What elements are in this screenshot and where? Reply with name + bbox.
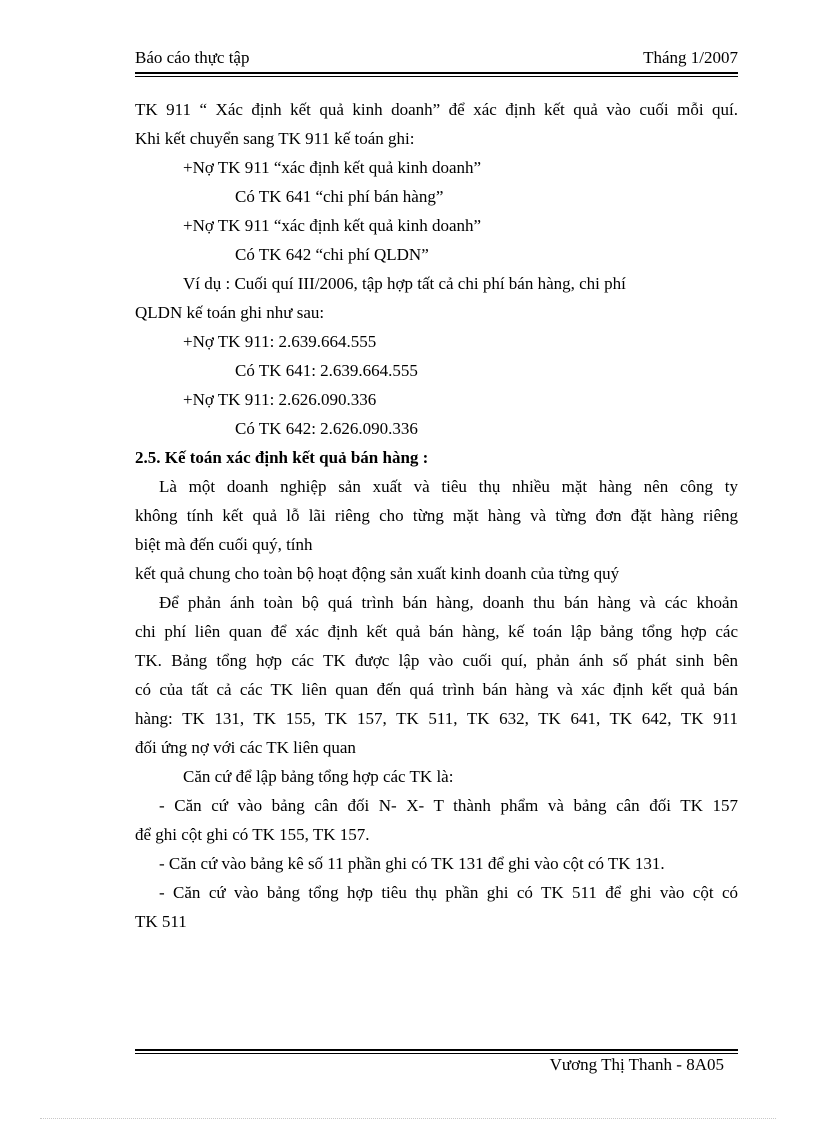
header-date: Tháng 1/2007 xyxy=(643,48,738,67)
example-line: Ví dụ : Cuối quí III/2006, tập hợp tất cả chi phí bán hàng, chi phí xyxy=(183,274,626,293)
paragraph-line: chi phí liên quan để xác định kết quả bán hàng, kế toán lập bảng tổng hợp các xyxy=(135,622,738,641)
basis-item: TK 511 xyxy=(135,912,187,931)
document-body xyxy=(135,95,738,936)
paragraph-line: Khi kết chuyển sang TK 911 kế toán ghi: xyxy=(135,129,415,148)
journal-entry-credit: Có TK 642 “chi phí QLDN” xyxy=(235,245,429,264)
basis-item: để ghi cột ghi có TK 155, TK 157. xyxy=(135,825,370,844)
header-rule xyxy=(135,72,738,74)
example-entry-debit: +Nợ TK 911: 2.639.664.555 xyxy=(183,332,377,351)
paragraph-line: TK. Bảng tổng hợp các TK được lập vào cuối quí, phản ánh số phát sinh bên xyxy=(135,651,738,670)
footer-author: Vương Thị Thanh - 8A05 xyxy=(549,1055,724,1074)
paragraph-line: đối ứng nợ với các TK liên quan xyxy=(135,738,356,757)
page-header xyxy=(135,48,738,68)
paragraph-line: có của tất cả các TK liên quan đến quá trình bán hàng và xác định kết quả bán xyxy=(135,680,738,699)
example-line: QLDN kế toán ghi như sau: xyxy=(135,303,325,322)
basis-item: - Căn cứ vào bảng cân đối N- X- T thành phẩm và bảng cân đối TK 157 xyxy=(159,796,738,815)
header-rule-thin xyxy=(135,76,738,77)
journal-entry-debit: +Nợ TK 911 “xác định kết quả kinh doanh” xyxy=(183,158,482,177)
paragraph-line: hàng: TK 131, TK 155, TK 157, TK 511, TK 632, TK 641, TK 642, TK 911 xyxy=(135,709,738,728)
journal-entry-credit: Có TK 641 “chi phí bán hàng” xyxy=(235,187,444,206)
example-entry-credit: Có TK 642: 2.626.090.336 xyxy=(235,419,418,438)
paragraph-line: Để phản ánh toàn bộ quá trình bán hàng, doanh thu bán hàng và các khoản xyxy=(159,593,738,612)
paragraph-line: TK 911 “ Xác định kết quả kinh doanh” để xác định kết quả vào cuối mỗi quí. xyxy=(135,100,738,119)
paragraph-line: kết quả chung cho toàn bộ hoạt động sản xuất kinh doanh của từng quý xyxy=(135,564,620,583)
example-entry-debit: +Nợ TK 911: 2.626.090.336 xyxy=(183,390,377,409)
basis-intro: Căn cứ để lập bảng tổng hợp các TK là: xyxy=(183,767,454,786)
section-heading: 2.5. Kế toán xác định kết quả bán hàng : xyxy=(135,448,429,467)
footer-rule-thin xyxy=(135,1053,738,1054)
paragraph-line: biệt mà đến cuối quý, tính xyxy=(135,535,313,554)
paragraph-line: Là một doanh nghiệp sản xuất và tiêu thụ nhiều mặt hàng nên công ty xyxy=(159,477,738,496)
example-entry-credit: Có TK 641: 2.639.664.555 xyxy=(235,361,418,380)
header-title: Báo cáo thực tập xyxy=(135,48,250,67)
basis-item: - Căn cứ vào bảng tổng hợp tiêu thụ phần ghi có TK 511 để ghi vào cột có xyxy=(159,883,738,902)
page-edge-divider xyxy=(40,1118,776,1119)
footer-rule xyxy=(135,1049,738,1051)
journal-entry-debit: +Nợ TK 911 “xác định kết quả kinh doanh” xyxy=(183,216,482,235)
paragraph-line: không tính kết quả lỗ lãi riêng cho từng mặt hàng và từng đơn đặt hàng riêng xyxy=(135,506,738,525)
basis-item: - Căn cứ vào bảng kê số 11 phần ghi có TK 131 để ghi vào cột có TK 131. xyxy=(159,854,665,873)
